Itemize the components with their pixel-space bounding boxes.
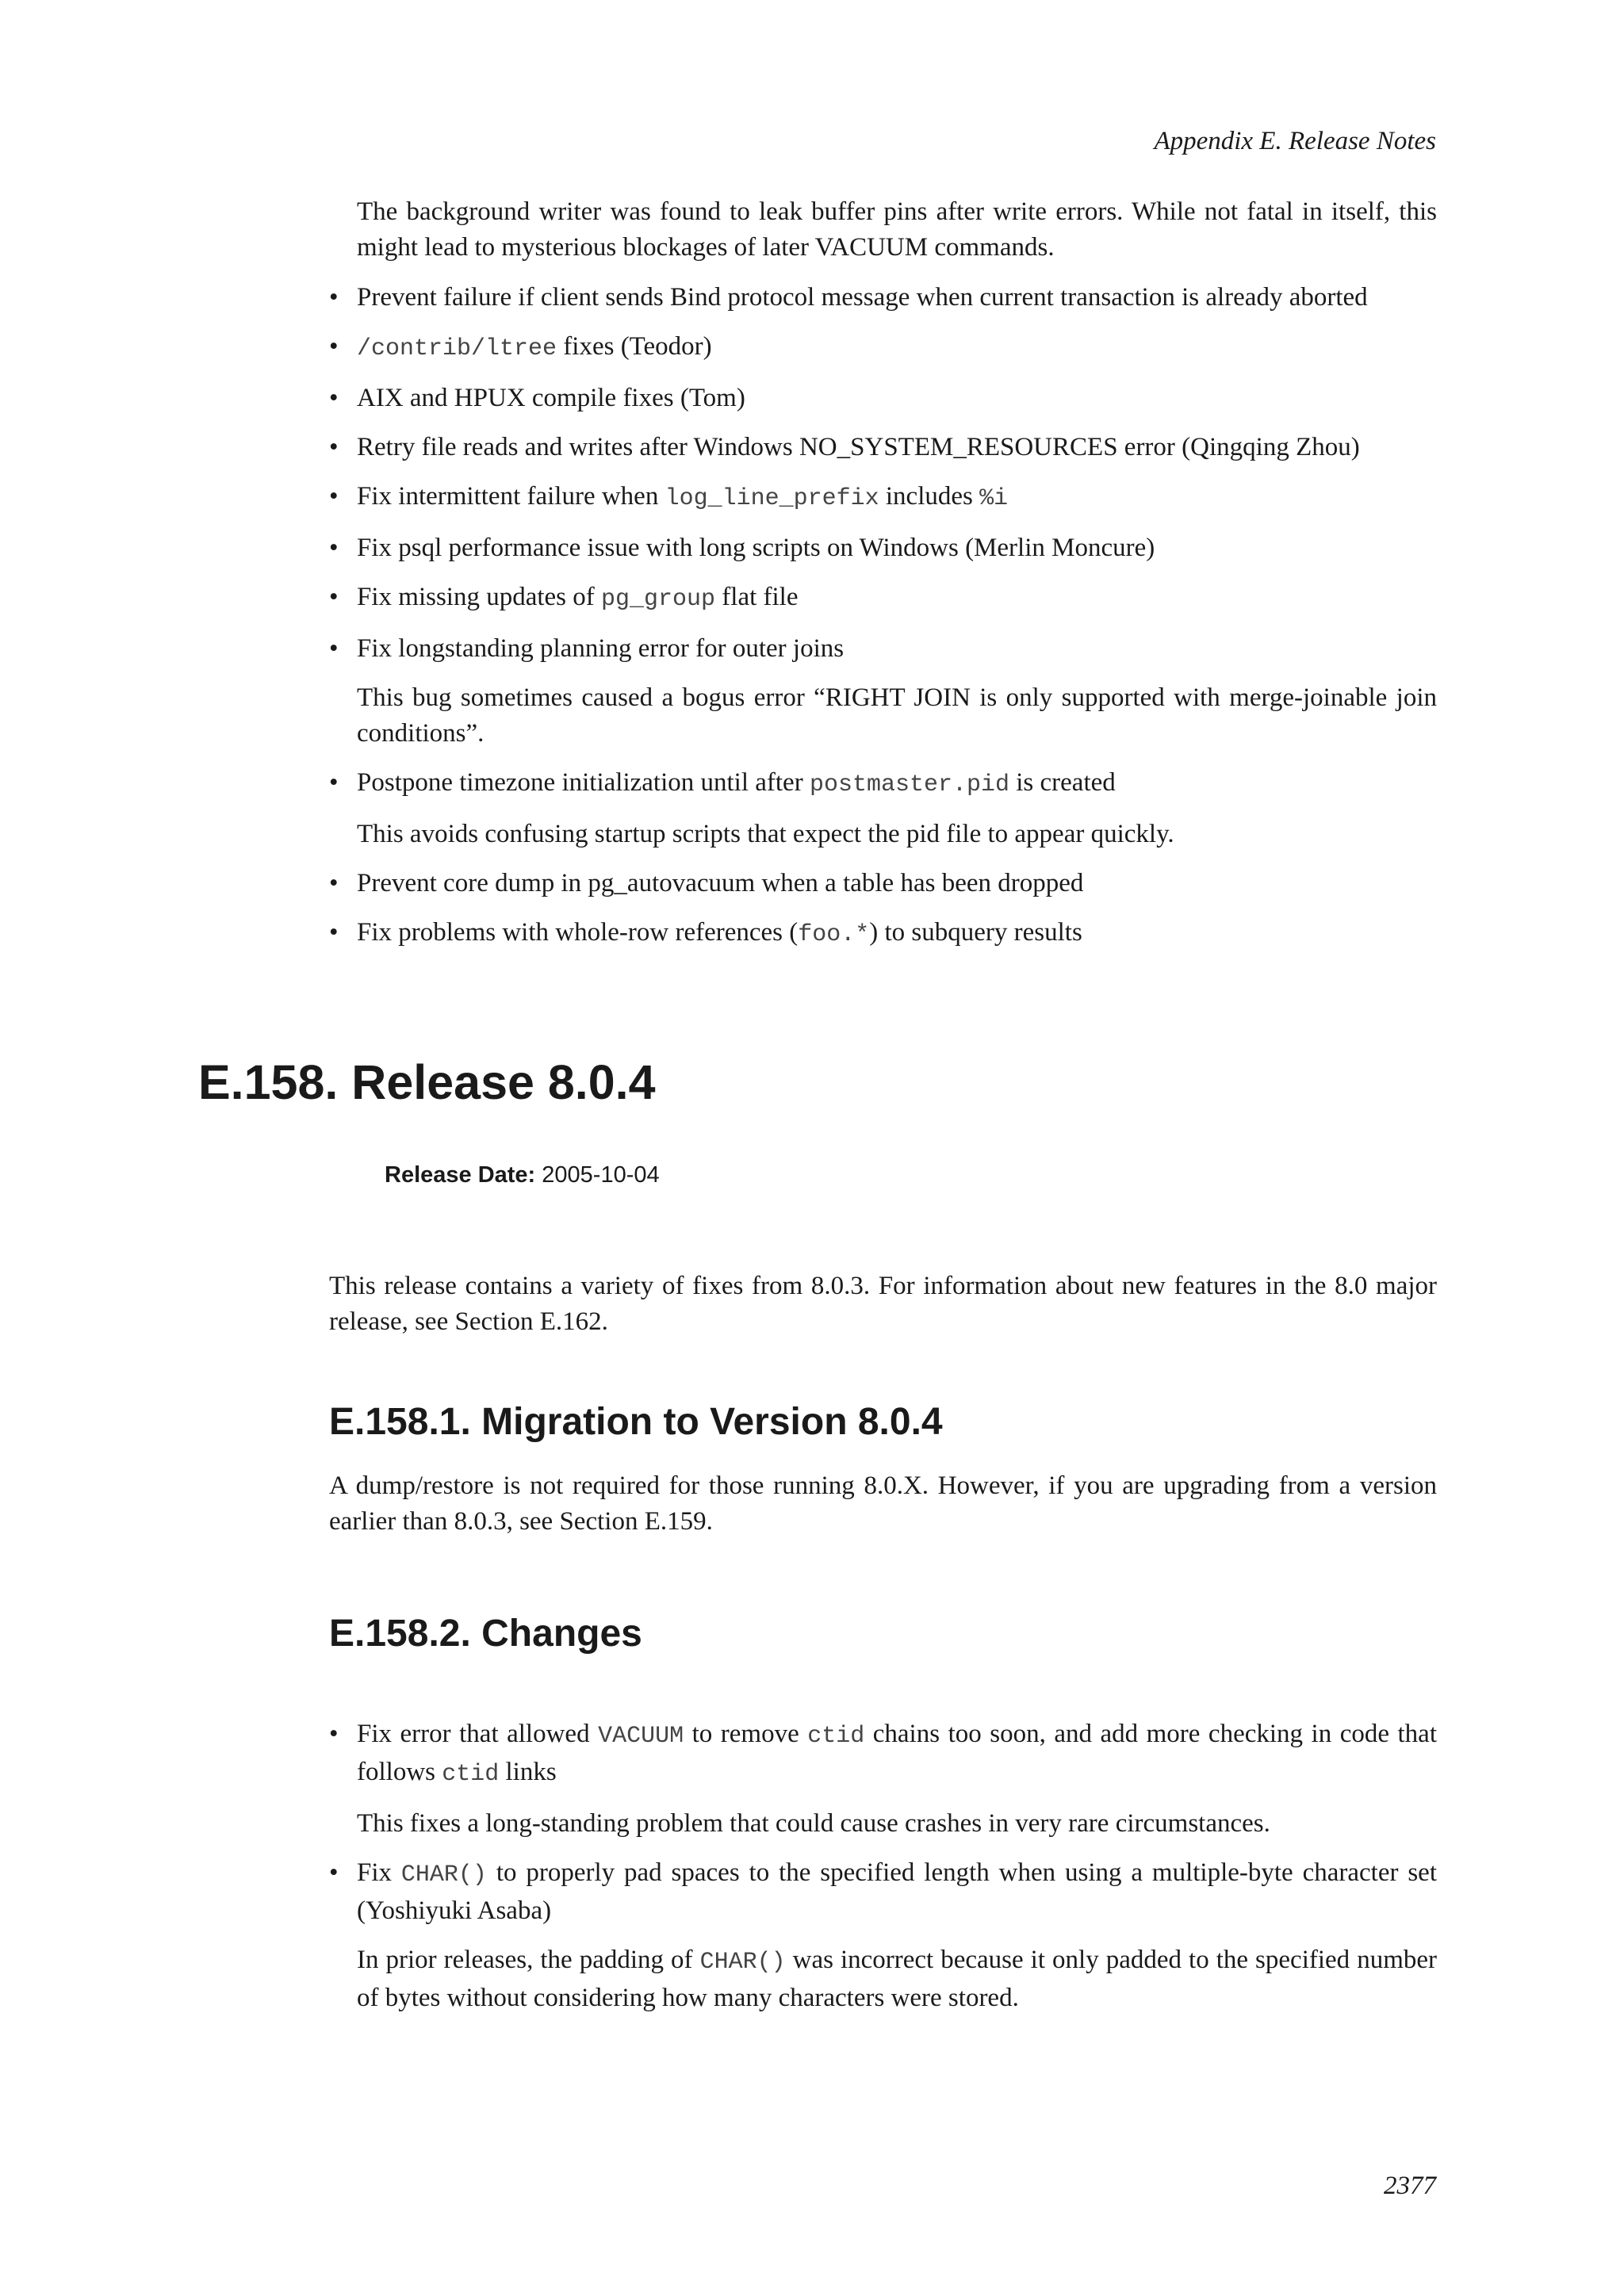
- continuation-text: The background writer was found to leak buffer pins after write errors. While not fatal in itself, this might lead to mysterious blockages of later VACUUM commands.: [357, 197, 1437, 262]
- list-item-text: Fix CHAR() to properly pad spaces to the specified length when using a multiple-byte character set (Yoshiyuki Asaba): [357, 1858, 1437, 1925]
- list-item: [329, 381, 1437, 416]
- list-item-description: This avoids confusing startup scripts that expect the pid file to appear quickly.: [357, 820, 1174, 848]
- list-item: [329, 1855, 1437, 2016]
- migration-paragraph: [329, 1468, 1437, 1540]
- bullet-icon: •: [329, 1720, 339, 1748]
- bullet-icon: •: [329, 768, 339, 797]
- code-literal: /contrib/ltree: [357, 335, 557, 362]
- list-item: [329, 631, 1437, 752]
- code-literal: CHAR(): [400, 1862, 487, 1888]
- list-item-text: Postpone timezone initialization until after postmaster.pid is created: [357, 768, 1116, 798]
- summary-text: This release contains a variety of fixes from 8.0.3. For information about new features in the 8.0 major release, see Section E.162.: [329, 1272, 1437, 1336]
- list-item: [329, 866, 1437, 901]
- bullet-icon: •: [329, 384, 339, 412]
- list-item: [329, 580, 1437, 618]
- migration-heading: E.158.1. Migration to Version 8.0.4: [329, 1401, 943, 1443]
- list-item: [329, 765, 1437, 852]
- release-date-value: 2005-10-04: [542, 1162, 660, 1188]
- list-item-text: Fix intermittent failure when log_line_prefix includes %i: [357, 482, 1009, 512]
- bullet-icon: •: [329, 583, 339, 611]
- list-item-text: Fix missing updates of pg_group flat file: [357, 583, 799, 613]
- section-summary: [329, 1269, 1437, 1340]
- list-item-text: AIX and HPUX compile fixes (Tom): [357, 384, 745, 412]
- code-literal: ctid: [442, 1761, 500, 1788]
- list-item-text: Prevent core dump in pg_autovacuum when a table has been dropped: [357, 869, 1084, 897]
- code-literal: VACUUM: [598, 1723, 684, 1750]
- bullet-icon: •: [329, 433, 339, 461]
- code-literal: %i: [979, 485, 1009, 512]
- list-item: [329, 479, 1437, 517]
- changes-heading: E.158.2. Changes: [329, 1613, 642, 1655]
- bullet-icon: •: [329, 634, 339, 663]
- bullet-icon: •: [329, 283, 339, 312]
- list-item: [329, 530, 1437, 566]
- migration-text: A dump/restore is not required for those running 8.0.X. However, if you are upgrading from a version earlier than 8.0.3, see Section E.159.: [329, 1471, 1437, 1536]
- list-item-text: Prevent failure if client sends Bind protocol message when current transaction is already aborted: [357, 283, 1368, 312]
- section-title: E.158. Release 8.0.4: [198, 1055, 656, 1109]
- list-item: [329, 915, 1437, 953]
- code-literal: CHAR(): [699, 1949, 786, 1976]
- code-literal: log_line_prefix: [665, 485, 879, 512]
- continuation-paragraph: [357, 194, 1437, 266]
- list-item-text: Fix longstanding planning error for outer joins: [357, 634, 845, 663]
- list-item: [329, 280, 1437, 316]
- list-item-description: This bug sometimes caused a bogus error “RIGHT JOIN is only supported with merge-joinable join conditions”.: [357, 683, 1437, 748]
- list-item: [329, 1716, 1437, 1842]
- list-item-text: /contrib/ltree fixes (Teodor): [357, 332, 712, 362]
- list-item-description: This fixes a long-standing problem that could cause crashes in very rare circumstances.: [357, 1809, 1270, 1838]
- list-item-text: Fix psql performance issue with long scripts on Windows (Merlin Moncure): [357, 534, 1155, 562]
- code-literal: foo.*: [798, 921, 870, 948]
- running-header: Appendix E. Release Notes: [1154, 127, 1436, 155]
- changes-list: [329, 1716, 1437, 2030]
- bullet-icon: •: [329, 918, 339, 947]
- bullet-icon: •: [329, 482, 339, 511]
- previous-release-fix-list: [329, 280, 1437, 966]
- code-literal: postmaster.pid: [809, 771, 1009, 798]
- bullet-icon: •: [329, 1858, 339, 1887]
- page-number: 2377: [1384, 2172, 1436, 2200]
- list-item: [329, 329, 1437, 367]
- release-date: [385, 1162, 660, 1188]
- list-item-text: Fix error that allowed VACUUM to remove ctid chains too soon, and add more checking in code that follows ctid links: [357, 1720, 1437, 1788]
- release-date-label: Release Date:: [385, 1162, 536, 1188]
- list-item-text: Retry file reads and writes after Windows NO_SYSTEM_RESOURCES error (Qingqing Zhou): [357, 433, 1360, 461]
- code-literal: pg_group: [601, 586, 716, 613]
- bullet-icon: •: [329, 869, 339, 897]
- bullet-icon: •: [329, 332, 339, 361]
- bullet-icon: •: [329, 534, 339, 562]
- code-literal: ctid: [807, 1723, 865, 1750]
- list-item-text: Fix problems with whole-row references (foo.*) to subquery results: [357, 918, 1082, 948]
- list-item: [329, 430, 1437, 465]
- list-item-description: In prior releases, the padding of CHAR() was incorrect because it only padded to the specified number of bytes without considering how many characters were stored.: [357, 1946, 1437, 2012]
